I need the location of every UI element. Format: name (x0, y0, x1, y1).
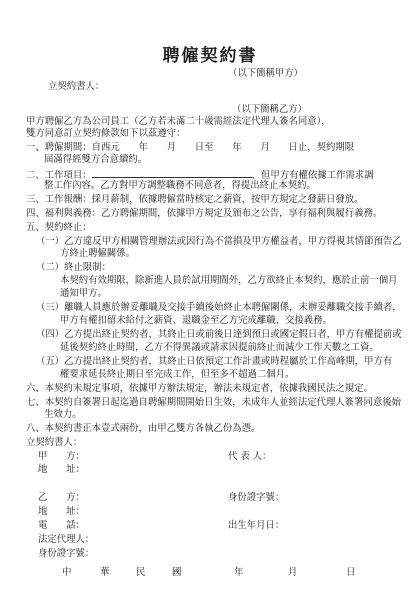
clause-1-line-1: 一、聘僱期間：自西元 年 月 日至 年 月 日止，契約期限 (26, 142, 355, 153)
phone-label: 電 話： (38, 520, 85, 531)
sub-4-line-1: （四）乙方提出終止契約者，其終止日或前後日達到預日或國定假日者，甲方有權提前或 (36, 329, 402, 340)
date-year-label: 年 (234, 567, 244, 578)
sub-5-line-1: （五）乙方提出終止契約者，其終止日依預定工作計畫或時程屬於工作高峰期，甲方有 (36, 356, 393, 367)
clause-7-line-2: 生效力。 (44, 409, 82, 420)
clause-1-line-2: 屆滿得經雙方合意續約。 (44, 154, 148, 165)
signature-header: 立契約書人： (26, 437, 83, 448)
job-description-blank[interactable] (92, 168, 252, 178)
clause-4: 四、福利與義務：乙方聘僱期間，依據甲方規定及頒布之公告，享有福利與履行義務。 (26, 208, 383, 219)
sub-3-line-2: 甲方有權扣留未給付之薪資、退職金至乙方完成離職、交接義務。 (60, 315, 332, 326)
clause-2-tail: ，但甲方有權依據工作需求調 (251, 170, 374, 181)
guardian-label: 法定代理人： (38, 534, 95, 545)
clause-3: 三、工作報酬：採月薪制，依據聘僱當時核定之薪資，按甲方規定之發薪日發放。 (26, 194, 364, 205)
sub-2-line-3: 通知甲方。 (60, 288, 107, 299)
sub-2-line-2: 本契約有效期限，除新進人員於試用期間外，乙方欲終止本契約，應於止前一個月 (60, 275, 398, 286)
party-a-note: （以下簡稱甲方） (228, 68, 304, 79)
party-b-label: 乙 方： (38, 492, 85, 503)
party-b-address-label: 地 址： (38, 506, 85, 517)
party-b-note: （以下簡稱乙方） (232, 104, 308, 115)
representative-label: 代 表 人： (228, 451, 272, 462)
sub-3-line-1: （三）離職人員應於辦妥離職及交接手續後始終止本聘僱關係，未辦妥離職交接手續者， (36, 302, 402, 313)
party-a-address-label: 地 址： (38, 464, 85, 475)
page-title: 聘僱契約書 (162, 46, 258, 66)
clause-7-line-1: 七、本契約自簽署日起迄過自聘僱期間開始日生效，未成年人並經法定代理人簽署同意後始 (26, 397, 402, 408)
sub-4-line-2: 延後契約終止時間，乙方不得異議或請求因提前終止而減少工作天數之工資。 (60, 342, 379, 353)
clause-2-line-2: 整工作內容。乙方對甲方調整職務不同意者，得提出終止本契約。 (44, 180, 316, 191)
sub-2-line-1: （二）終止限制： (36, 262, 112, 273)
sub-1-line-2: 方終止聘僱關係。 (60, 248, 136, 259)
clause-2-heading: 二、工作項目： (26, 170, 92, 181)
signatory-label: 立契約書人： (48, 81, 105, 92)
preamble-line-2: 雙方同意訂立契約條款如下以茲遵守： (26, 128, 186, 139)
date-month-label: 月 (288, 567, 298, 578)
date-char-3: 民 (136, 567, 146, 578)
date-char-2: 華 (100, 567, 110, 578)
sub-1-line-1: （一）乙方違反甲方相關管理辦法或因行為不當損及甲方權益者，甲方得視其情節預告乙 (36, 236, 402, 247)
clause-8: 八、本契約書正本壹式兩份，由甲乙雙方各執乙份為憑。 (26, 423, 261, 434)
guardian-id-label: 身份證字號： (38, 548, 95, 559)
birthdate-label: 出生年月日： (228, 520, 285, 531)
preamble-line-1: 甲方聘僱乙方為公司員工（乙方若未滿二十歲需經法定代理人簽名同意）， (26, 116, 331, 127)
clause-6: 六、本契約未規定事項，依據甲方辦法規定，辦法未規定者，依據我國民法之規定。 (26, 383, 373, 394)
date-day-label: 日 (346, 567, 356, 578)
date-char-4: 國 (172, 567, 182, 578)
date-char-1: 中 (62, 567, 72, 578)
clause-5-heading: 五、契約終止： (26, 222, 92, 233)
sub-5-line-2: 權要求延長終止期日至完成工作，但至多不超過二個月。 (60, 369, 295, 380)
party-b-id-label: 身份證字號： (228, 492, 285, 503)
party-a-label: 甲 方： (38, 451, 85, 462)
